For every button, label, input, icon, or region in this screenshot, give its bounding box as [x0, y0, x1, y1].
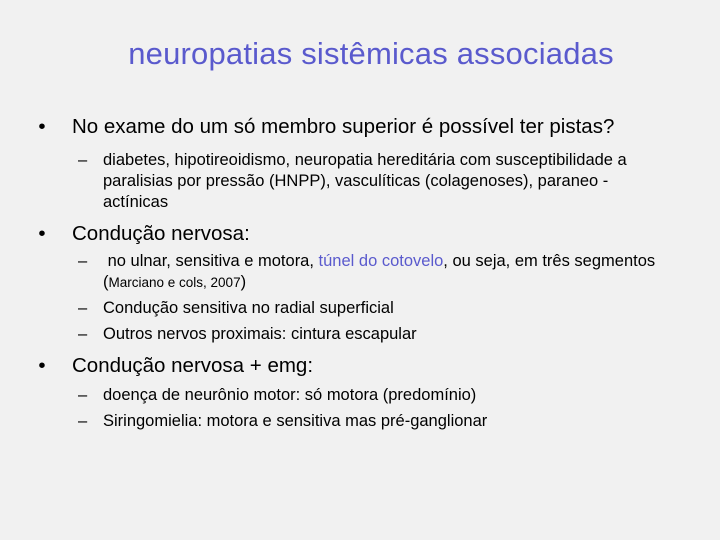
- dash-icon: –: [78, 386, 88, 404]
- sub-item-text: Outros nervos proximais: cintura escapular: [103, 325, 417, 343]
- bullet-item: [32, 114, 672, 140]
- sub-item-text: diabetes, hipotireoidismo, neuropatia hereditária com susceptibilidade a paralisias por pressão (HNPP), vasculíticas (colagenoses), paraneo - actínicas: [103, 151, 627, 211]
- sub-item: [32, 251, 672, 293]
- sub-item: [32, 150, 672, 213]
- bullet-text: No exame do um só membro superior é possível ter pistas?: [72, 115, 615, 138]
- sub-item: [32, 324, 672, 345]
- sub-item-text: Condução sensitiva no radial superficial: [103, 299, 394, 317]
- bullet-icon: •: [38, 115, 46, 138]
- sub-item: [32, 385, 672, 406]
- bullet-text: Condução nervosa + emg:: [72, 354, 314, 377]
- slide-body: [32, 114, 672, 432]
- bullet-icon: •: [38, 222, 46, 245]
- citation-paren-open: (: [103, 273, 109, 291]
- citation-paren-close: ): [240, 273, 247, 291]
- slide-title: neuropatias sistêmicas associadas: [128, 36, 614, 71]
- dash-icon: –: [78, 299, 88, 317]
- sub-item-text: Siringomielia: motora e sensitiva mas pré-ganglionar: [103, 412, 488, 430]
- sub-item: [32, 298, 672, 319]
- dash-icon: –: [78, 252, 88, 270]
- dash-icon: –: [78, 412, 88, 430]
- citation-text: Marciano e cols, 2007: [108, 275, 241, 290]
- bullet-icon: •: [38, 354, 46, 377]
- sub-item: [32, 411, 672, 432]
- dash-icon: –: [78, 325, 88, 343]
- bullet-item: [32, 221, 672, 247]
- bullet-text: Condução nervosa:: [72, 222, 250, 245]
- cubital-tunnel-link[interactable]: túnel do cotovelo: [318, 252, 444, 270]
- sub-item-text: doença de neurônio motor: só motora (predomínio): [103, 386, 477, 404]
- dash-icon: –: [78, 151, 88, 169]
- sub-item-text-part: , ou seja, em três segmentos: [443, 252, 660, 270]
- bullet-item: [32, 353, 672, 379]
- sub-item-text-part: no ulnar, sensitiva e motora,: [103, 252, 319, 270]
